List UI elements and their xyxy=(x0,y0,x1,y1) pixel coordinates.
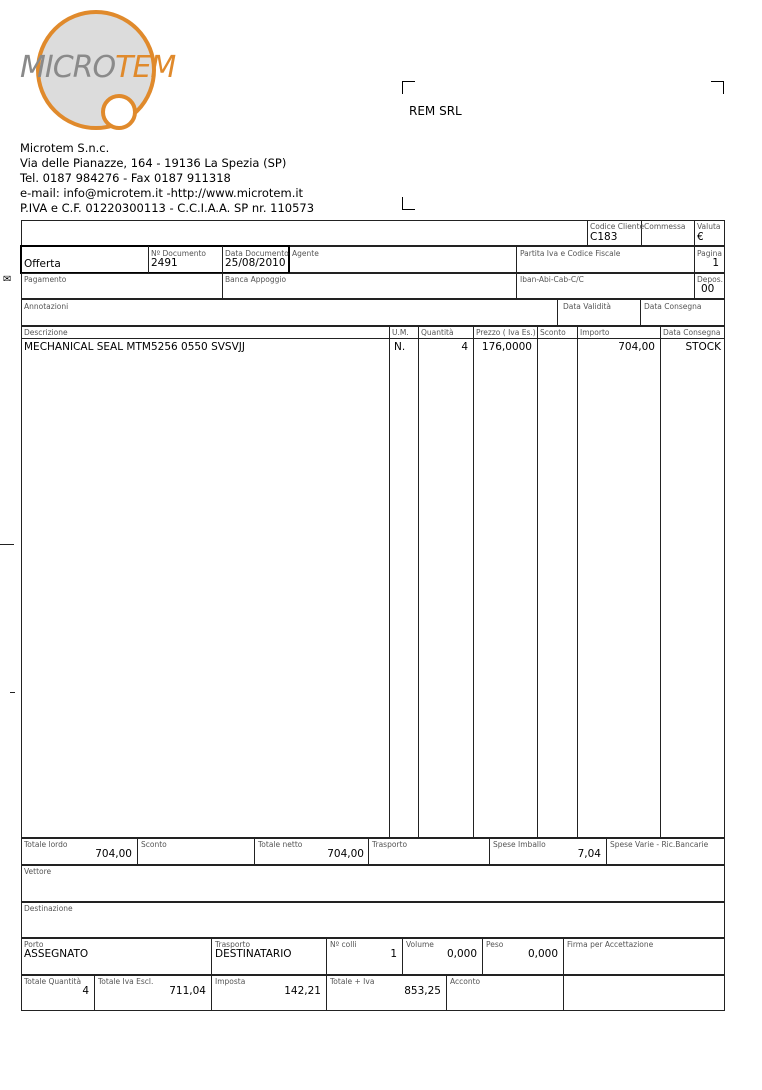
col-consegna: Data Consegna xyxy=(663,328,721,337)
porto-value: ASSEGNATO xyxy=(24,948,89,960)
row-um: N. xyxy=(394,341,406,353)
volume-value: 0,000 xyxy=(446,948,477,960)
peso-label: Peso xyxy=(486,940,504,949)
iva-esc-label: Totale Iva Escl. xyxy=(98,977,154,986)
acconto-label: Acconto xyxy=(450,977,481,986)
varie-label: Spese Varie - Ric.Bancarie xyxy=(610,840,709,849)
header-row-4 xyxy=(21,299,725,326)
firma-label: Firma per Accettazione xyxy=(567,940,654,949)
pagina-label: Pagina xyxy=(697,249,722,258)
commessa-label: Commessa xyxy=(644,222,686,231)
document-type: Offerta xyxy=(24,258,61,270)
company-address: Via delle Pianazze, 164 - 19136 La Spezia (SP) xyxy=(20,156,287,170)
imposta-label: Imposta xyxy=(215,977,246,986)
logo-text: MICROTEM xyxy=(20,50,176,85)
lordo-label: Totale lordo xyxy=(24,840,68,849)
validita-label: Data Validità xyxy=(563,302,611,311)
data-label: Data Documento xyxy=(225,249,289,258)
piva-label: Partita Iva e Codice Fiscale xyxy=(520,249,621,258)
volume-label: Volume xyxy=(406,940,434,949)
destinazione-label: Destinazione xyxy=(24,904,73,913)
porto-label: Porto xyxy=(24,940,44,949)
iban-label: Iban-Abi-Cab-C/C xyxy=(520,275,584,284)
row-quantita: 4 xyxy=(461,341,468,353)
company-web: e-mail: info@microtem.it -http://www.microtem.it xyxy=(20,186,304,200)
fold-mark xyxy=(0,544,14,545)
trasporto-label: Trasporto xyxy=(372,840,408,849)
col-importo: Importo xyxy=(580,328,610,337)
imballo-label: Spese Imballo xyxy=(493,840,546,849)
trasporto2-label: Trasporto xyxy=(215,940,251,949)
depos-label: Depos. xyxy=(697,275,724,284)
pagamento-label: Pagamento xyxy=(24,275,67,284)
totale-iva-value: 853,25 xyxy=(404,985,441,997)
peso-value: 0,000 xyxy=(527,948,558,960)
company-name: Microtem S.n.c. xyxy=(20,141,110,155)
recipient-name: REM SRL xyxy=(409,104,462,118)
valuta-label: Valuta xyxy=(697,222,721,231)
col-descrizione: Descrizione xyxy=(24,328,68,337)
consegna-label: Data Consegna xyxy=(644,302,702,311)
company-vat: P.IVA e C.F. 01220300113 - C.C.I.A.A. SP nr. 110573 xyxy=(20,201,315,215)
imposta-value: 142,21 xyxy=(284,985,321,997)
numero-label: Nº Documento xyxy=(151,249,206,258)
sconto-label: Sconto xyxy=(141,840,167,849)
numero-value: 2491 xyxy=(151,257,178,269)
netto-label: Totale netto xyxy=(258,840,303,849)
imballo-value: 7,04 xyxy=(577,848,601,860)
totale-iva-label: Totale + Iva xyxy=(330,977,375,986)
col-sconto: Sconto xyxy=(540,328,566,337)
vettore-label: Vettore xyxy=(24,867,52,876)
colli-label: Nº colli xyxy=(330,940,357,949)
banca-label: Banca Appoggio xyxy=(225,275,287,284)
data-value: 25/08/2010 xyxy=(225,257,286,269)
row-descrizione: MECHANICAL SEAL MTM5256 0550 SVSVJJ xyxy=(24,341,245,353)
row-importo: 704,00 xyxy=(618,341,655,353)
codice-cliente-label: Codice Cliente xyxy=(590,222,645,231)
envelope-icon: ✉ xyxy=(3,274,12,285)
destinazione-box xyxy=(21,902,725,938)
window-corner-bl xyxy=(402,197,415,210)
valuta-value: € xyxy=(697,231,704,243)
qta-label: Totale Quantità xyxy=(24,977,82,986)
iva-esc-value: 711,04 xyxy=(169,985,206,997)
punch-mark xyxy=(10,692,15,693)
pagina-value: 1 xyxy=(712,257,719,269)
company-phone: Tel. 0187 984276 - Fax 0187 911318 xyxy=(20,171,231,185)
codice-cliente-value: C183 xyxy=(590,231,618,243)
annotazioni-label: Annotazioni xyxy=(24,302,69,311)
header-row-3 xyxy=(21,273,725,299)
vettore-box xyxy=(21,865,725,902)
items-table xyxy=(21,326,725,838)
window-corner-tr xyxy=(711,81,724,94)
row-prezzo: 176,0000 xyxy=(481,341,532,353)
col-um: U.M. xyxy=(392,328,409,337)
netto-value: 704,00 xyxy=(327,848,364,860)
qta-value: 4 xyxy=(82,985,89,997)
company-logo xyxy=(18,10,178,135)
col-quantita: Quantità xyxy=(421,328,454,337)
col-prezzo: Prezzo ( Iva Es.) xyxy=(476,328,536,337)
trasporto2-value: DESTINATARIO xyxy=(215,948,292,960)
agente-label: Agente xyxy=(292,249,319,258)
lordo-value: 704,00 xyxy=(95,848,132,860)
row-consegna: STOCK xyxy=(685,341,721,353)
window-corner-tl xyxy=(402,81,415,94)
depos-value: 00 xyxy=(701,283,715,295)
colli-value: 1 xyxy=(390,948,397,960)
